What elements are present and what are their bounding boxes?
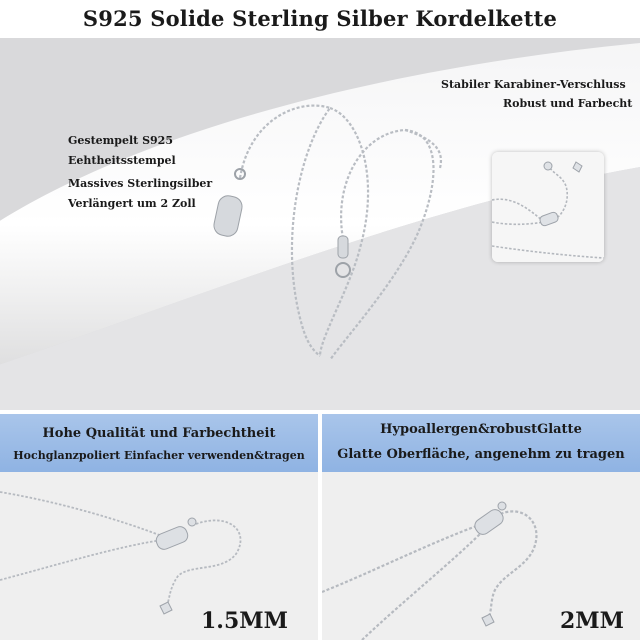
hero-label-authenticity: Eehtheitsstempel (68, 154, 176, 167)
panel-right-heading: Hypoallergen&robustGlatte (380, 422, 582, 437)
panel-divider (318, 414, 322, 640)
panel-right-size: 2MM (560, 608, 625, 634)
panel-left-subheading: Hochglanzpoliert Einfacher verwenden&tragen (13, 449, 305, 462)
hero-label-stamp: Gestempelt S925 (68, 134, 173, 147)
panel-right-banner (322, 414, 640, 472)
hero-label-material: Massives Sterlingsilber (68, 177, 213, 190)
page-title: S925 Solide Sterling Silber Kordelkette (82, 6, 558, 31)
panel-left-heading: Hohe Qualität und Farbechtheit (42, 426, 276, 441)
panel-left-banner (0, 414, 318, 472)
clasp-detail-image (492, 152, 604, 262)
panel-right-image (322, 472, 640, 640)
hero-label-clasp: Stabiler Karabiner-Verschluss (441, 78, 626, 91)
hero-label-durable: Robust und Farbecht (503, 97, 633, 110)
panel-left-image (0, 472, 318, 640)
clasp-detail-illustration (492, 152, 604, 262)
hero-image (0, 38, 640, 410)
panel-left-size: 1.5MM (201, 608, 288, 634)
hero-label-extension: Verlängert um 2 Zoll (68, 197, 196, 210)
panel-right-subheading: Glatte Oberfläche, angenehm zu tragen (337, 447, 625, 462)
